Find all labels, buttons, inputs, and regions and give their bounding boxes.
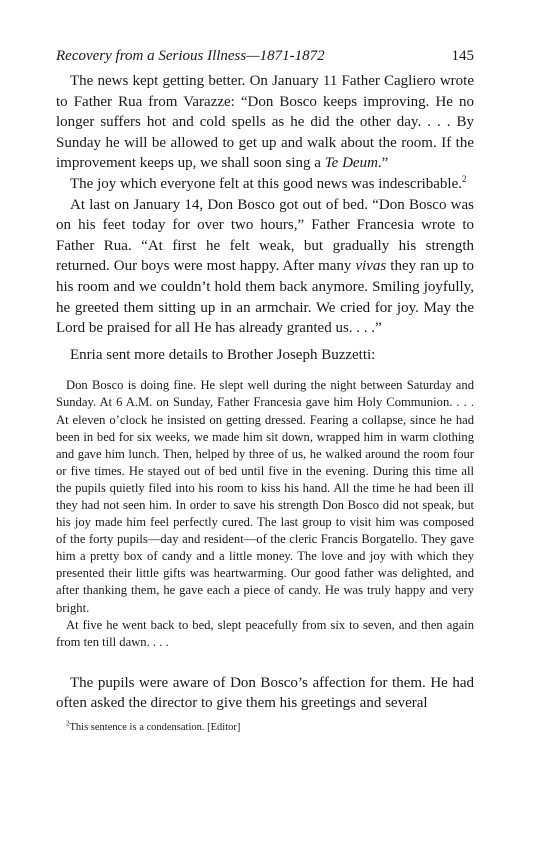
chapter-title: Recovery from a Serious Illness—1871-1872	[56, 48, 325, 64]
footnote-reference: 2	[461, 173, 467, 184]
block-quote-letter: Don Bosco is doing fine. He slept well during the night between Saturday and Sunday. At 6 A.M. on Sunday, Father Francesia gave him Holy Communion. . . . At eleven o’clock he insisted on getting dressed. Fearing a collapse, since he had been in bed for six weeks, we made him sit down, wrapped him in warm clothing and gave him lunch. Then, helped by three of us, he walked around the room four or five times. He stayed out of bed until five in the evening. During this time all the pupils quietly filed into his room to kiss his hand. All the time he had been ill they had not seen him. In order to save his strength Don Bosco did not speak, but his joy made him feel perfectly cured. The last group to visit him was composed of the forty pupils—day and resident—of the cleric Francis Borgatello. They gave him a pretty box of candy and a little money. The love and joy with which they presented their little gifts was heartwarming. Our good father was delighted, and after thanking them, he gave each a piece of candy. He was truly happy and very bright.	[56, 378, 474, 615]
paragraph-pupils: The pupils were aware of Don Bosco’s affection for them. He had often asked the director to give them his greetings and several	[56, 674, 474, 712]
paragraph-joy: The joy which everyone felt at this good news was indescribable.$^2$	[70, 173, 467, 192]
footnote-text: This sentence is a condensation. [Editor]	[69, 722, 241, 733]
footnote-mark: 2	[66, 719, 70, 728]
running-head	[56, 48, 474, 65]
paragraph-news: The news kept getting better. On January 11 Father Cagliero wrote to Father Rua from Varazze: “Don Bosco keeps improving. He no longer suffers hot and cold spells as he did the other day. . . . By Sunday he will be allowed to get up and walk about the room. If the improvement keeps up, we shall soon sing a Te Deum.”	[56, 73, 474, 172]
block-quote-letter-end: At five he went back to bed, slept peacefully from six to seven, and then again from ten till dawn. . . .	[56, 617, 474, 649]
footnote	[56, 719, 474, 733]
paragraph-got-up: At last on January 14, Don Bosco got out of bed. “Don Bosco was on his feet today for over two hours,” Father Francesia wrote to Father Rua. “At first he felt weak, but gradually his strength returned. Our boys were most happy. After many vivas they ran up to his room and we couldn’t hold them back anymore. Smiling joyfully, he greeted them sitting up in an armchair. We cried for joy. May the Lord be praised for all He has already granted us. . . .”	[56, 196, 474, 337]
book-page	[56, 48, 474, 733]
page-number: 145	[451, 48, 474, 64]
paragraph-enria-intro: Enria sent more details to Brother Joseph Buzzetti:	[70, 346, 376, 363]
